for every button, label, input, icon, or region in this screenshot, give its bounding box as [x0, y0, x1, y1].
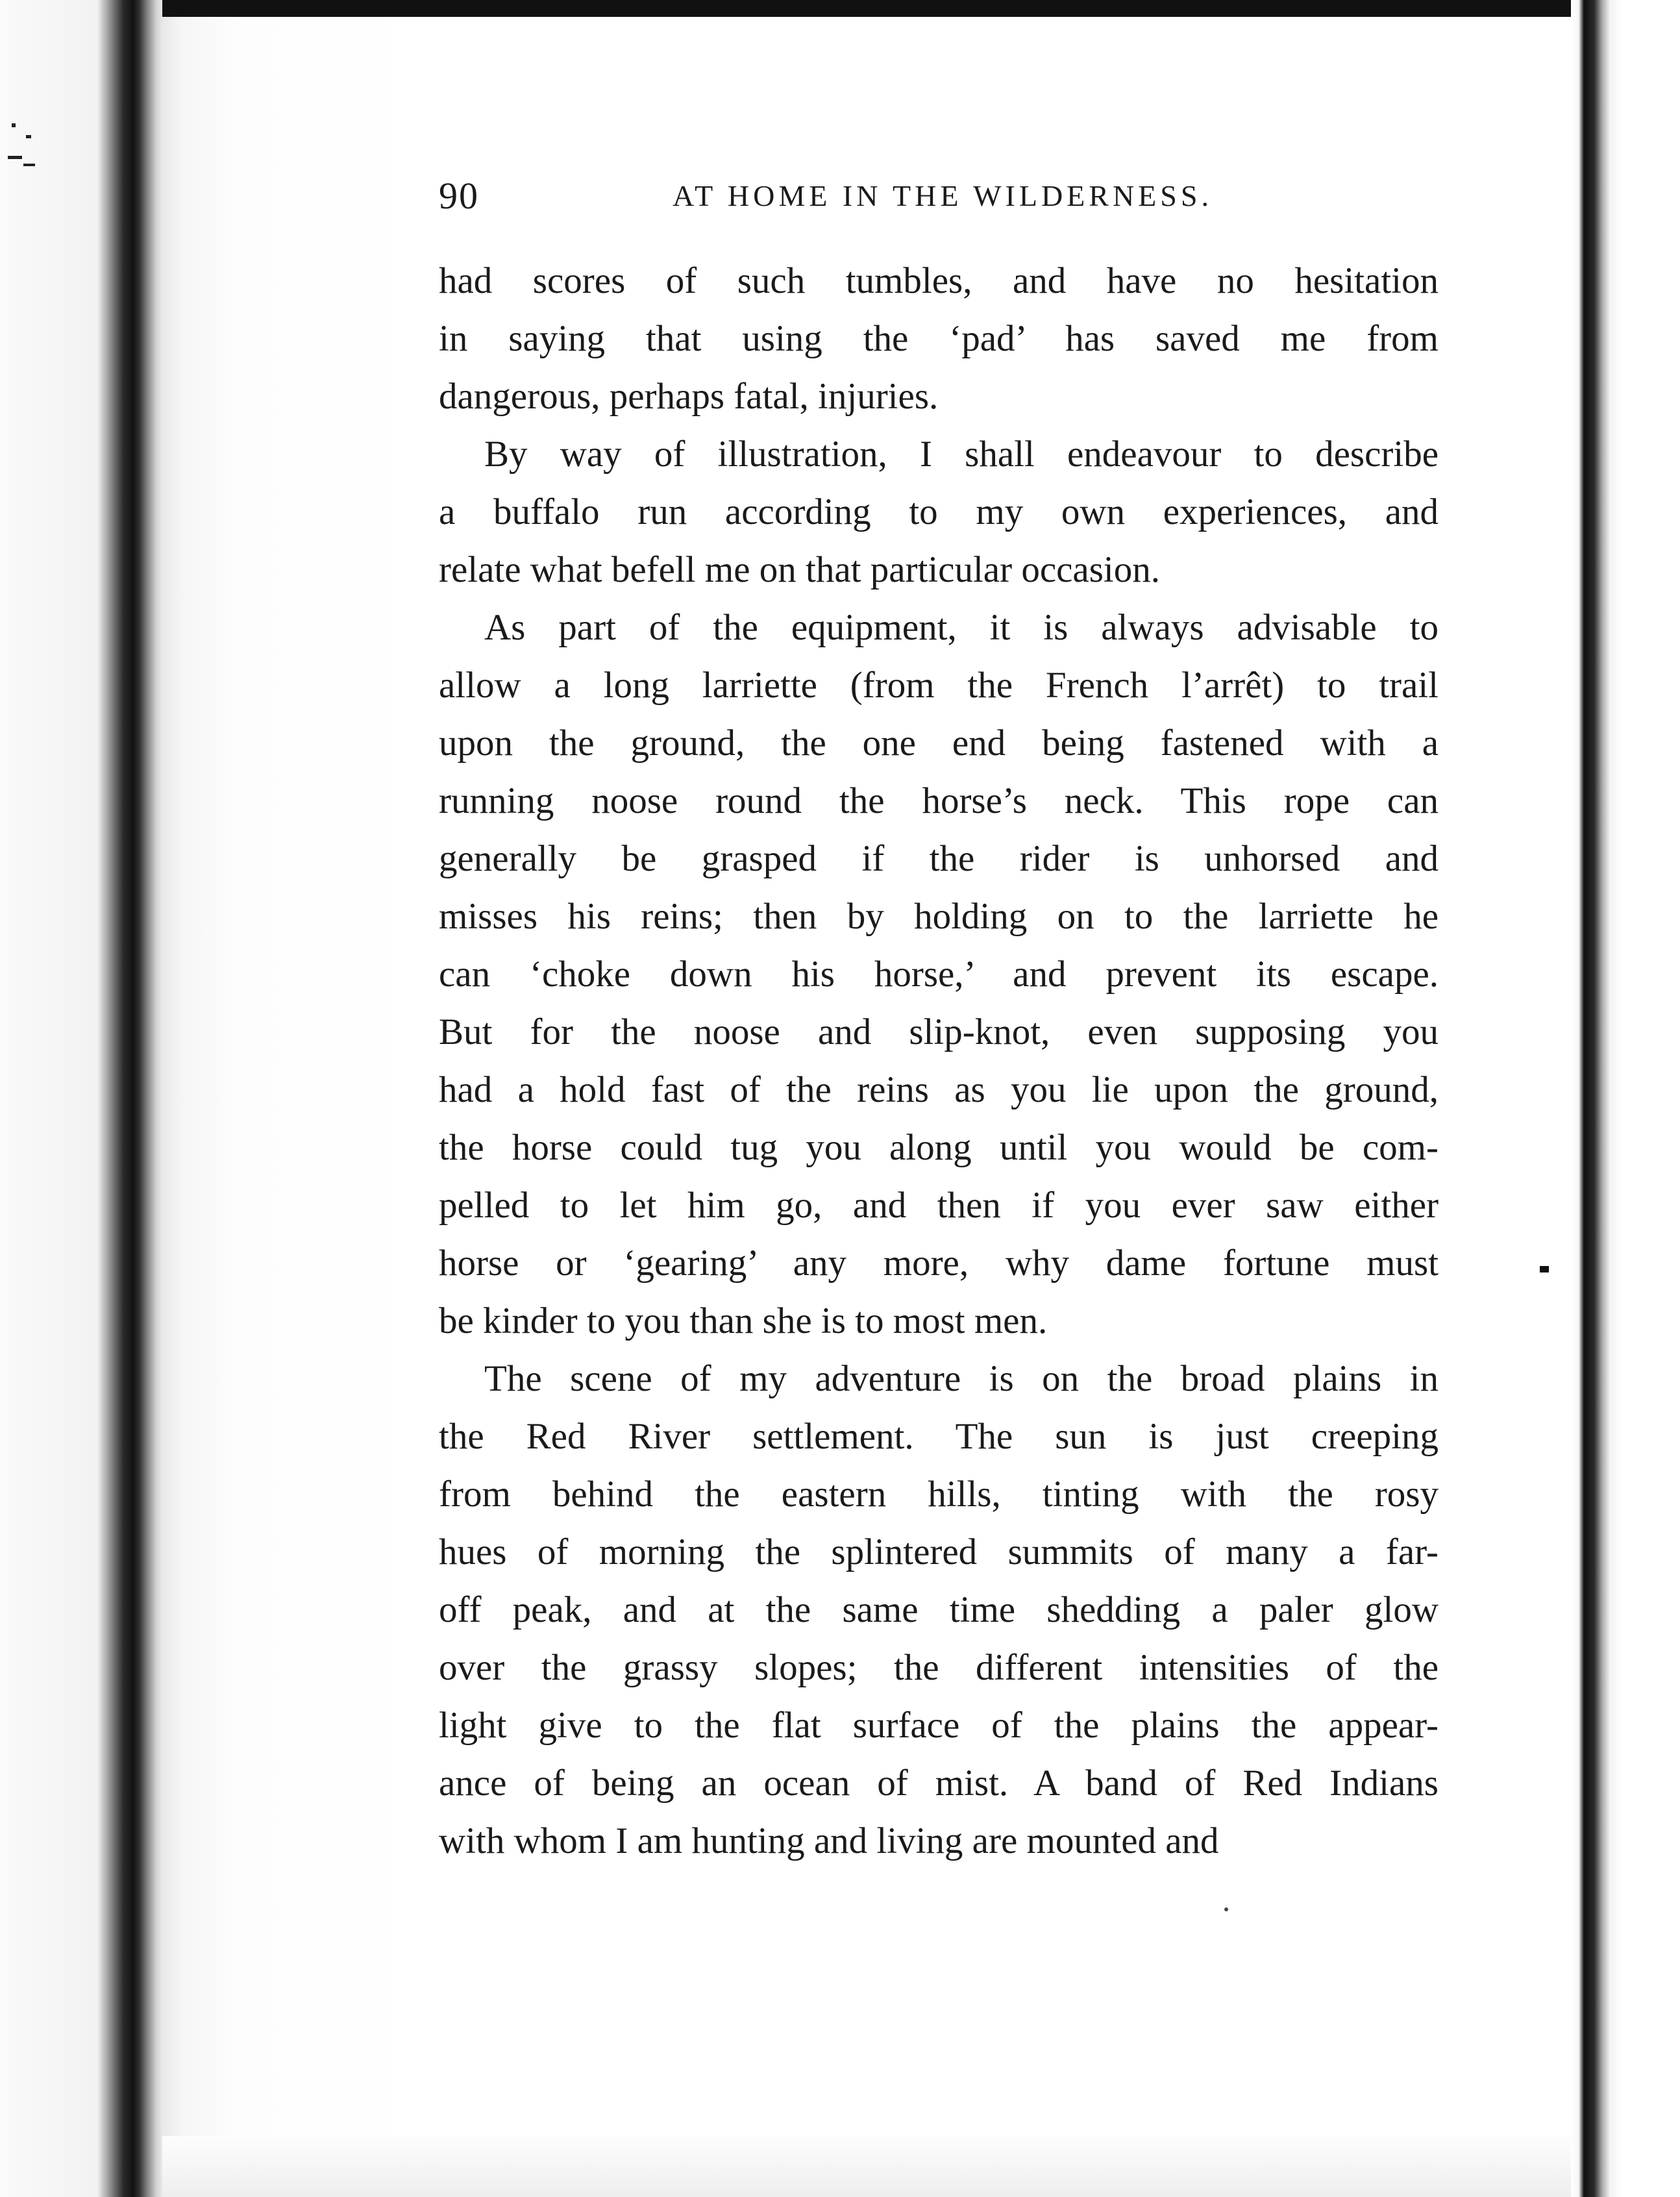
- text-line: off peak, and at the same time shedding a paler glow: [439, 1589, 1439, 1630]
- text-line: had a hold fast of the reins as you lie upon the ground,: [439, 1069, 1439, 1110]
- text-line: with whom I am hunting and living are mounted and: [439, 1820, 1219, 1861]
- text-line: over the grassy slopes; the different intensities of the: [439, 1647, 1439, 1688]
- scan-right-edge: [1571, 0, 1680, 2197]
- text-line: As part of the equipment, it is always advisable to: [484, 607, 1439, 648]
- scan-top-edge: [0, 0, 1680, 17]
- text-line: upon the ground, the one end being fastened with a: [439, 723, 1439, 763]
- page-number: 90: [439, 175, 479, 217]
- paragraph: [439, 1350, 1439, 1870]
- running-title: AT HOME IN THE WILDERNESS.: [673, 179, 1213, 212]
- page-bottom-edge: [162, 2136, 1571, 2197]
- text-line: can ‘choke down his horse,’ and prevent its escape.: [439, 954, 1439, 995]
- running-head: [439, 170, 1250, 222]
- text-line: ance of being an ocean of mist. A band of Red Indians: [439, 1763, 1439, 1804]
- text-line: light give to the flat surface of the plains the appear-: [439, 1705, 1439, 1746]
- text-line: horse or ‘gearing’ any more, why dame fortune must: [439, 1243, 1439, 1284]
- ink-speck: [1224, 1907, 1228, 1911]
- text-line: be kinder to you than she is to most men.: [439, 1300, 1048, 1341]
- text-line: But for the noose and slip-knot, even supposing you: [439, 1012, 1439, 1052]
- text-line: misses his reins; then by holding on to the larriette he: [439, 896, 1439, 937]
- paragraph: [439, 599, 1439, 1350]
- text-line: dangerous, perhaps fatal, injuries.: [439, 376, 939, 417]
- paragraph: [439, 425, 1439, 599]
- text-line: the Red River settlement. The sun is just creeping: [439, 1416, 1439, 1457]
- text-line: generally be grasped if the rider is unhorsed and: [439, 838, 1439, 879]
- text-line: had scores of such tumbles, and have no hesitation: [439, 260, 1439, 301]
- text-line: By way of illustration, I shall endeavour to describe: [484, 434, 1439, 475]
- book-gutter: [0, 0, 162, 2197]
- text-line: The scene of my adventure is on the broad plains in: [484, 1358, 1439, 1399]
- text-line: from behind the eastern hills, tinting with the rosy: [439, 1474, 1439, 1515]
- text-line: pelled to let him go, and then if you ever saw either: [439, 1185, 1439, 1226]
- text-line: in saying that using the ‘pad’ has saved me from: [439, 318, 1439, 359]
- text-line: hues of morning the splintered summits of many a far-: [439, 1532, 1439, 1572]
- margin-marks: [6, 117, 45, 195]
- text-line: relate what befell me on that particular occasion.: [439, 549, 1160, 590]
- text-line: the horse could tug you along until you would be com-: [439, 1127, 1439, 1168]
- margin-dot: [1540, 1266, 1549, 1272]
- text-line: running noose round the horse’s neck. This rope can: [439, 780, 1439, 821]
- text-line: allow a long larriette (from the French l’arrêt) to trail: [439, 665, 1439, 706]
- body-text: [439, 252, 1439, 1870]
- text-line: a buffalo run according to my own experiences, and: [439, 491, 1439, 532]
- paragraph: [439, 252, 1439, 425]
